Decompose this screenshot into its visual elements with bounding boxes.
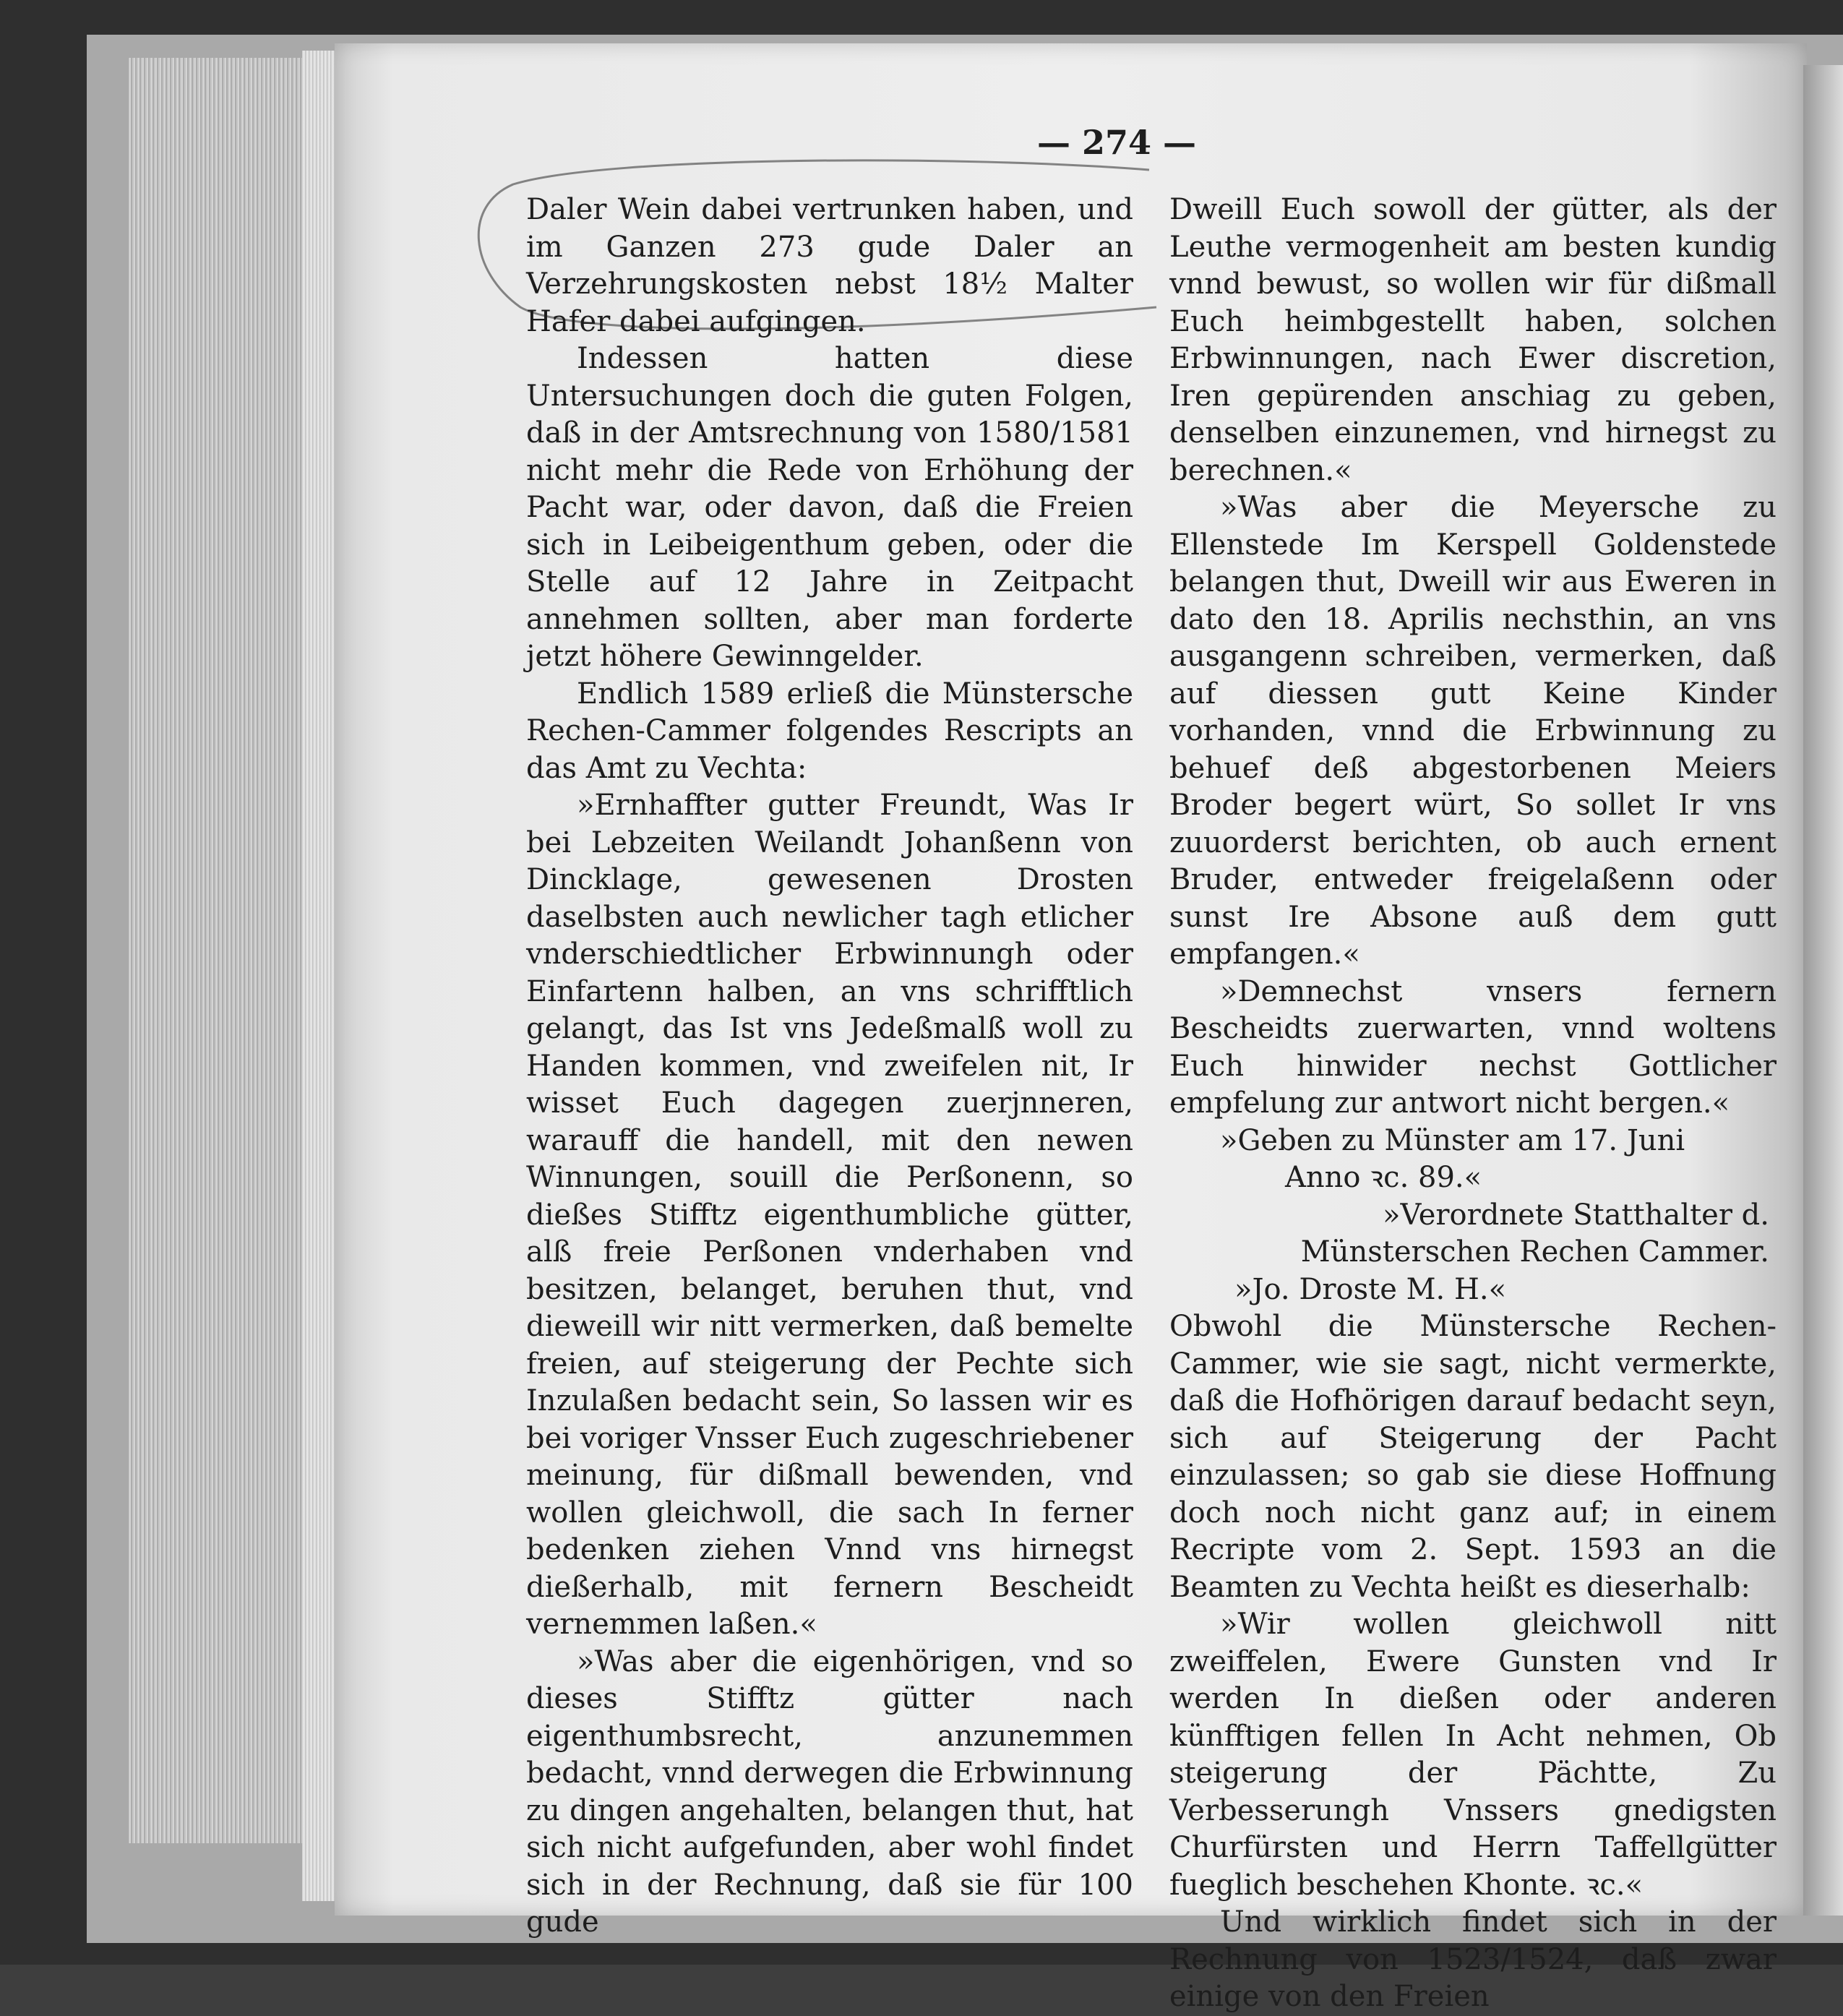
paragraph: Indessen hatten diese Untersuchungen doch die guten Folgen, daß in der Amtsrechnung von 1580/1581 nicht mehr die Rede von Erhöhung der Pacht war, oder davon, daß die Freien sich in Leibeigenthum geben, oder die Stelle auf 12 Jahre in Zeitpacht annehmen sollten, aber man forderte jetzt höhere Gewinngelder. xyxy=(526,342,1133,673)
paragraph: Obwohl die Münstersche Rechen-Cammer, wie sie sagt, nicht vermerkte, daß die Hofhörigen darauf bedacht seyn, sich auf Steigerung der Pacht einzulassen; so gab sie diese Hoffnung doch noch nicht ganz auf; in einem Recripte vom 2. Sept. 1593 an die Beamten zu Vechta heißt es dieserhalb: xyxy=(1169,1310,1777,1604)
paragraph: »Ernhaffter gutter Freundt, Was Ir bei Lebzeiten Weilandt Johanßenn von Dincklage, gewesenen Drosten daselbsten auch newlicher tagh etlicher vnderschiedtlicher Erbwinnungh oder Einfartenn halben, an vns schrifftlich gelangt, das Ist vns Jedeßmalß woll zu Handen kommen, vnd zweifelen nit, Ir wisset Euch dagegen zuerjnneren, warauff die handell, mit den newen Winnungen, souill die Perßonenn, so dießes Stifftz eigenthumbliche gütter, alß freie Perßonen vnderhaben vnd besitzen, belanget, beruhen thut, vnd dieweill wir nitt vermerken, daß bemelte freien, auf steigerung der Pechte sich Inzulaßen bedacht sein, So lassen wir es bei voriger Vnsser Euch zugeschriebener meinung, für dißmall bewenden, vnd wollen gleichwoll, die sach In ferner bedenken ziehen Vnnd vns hirnegst dießerhalb, mit fernern Bescheidt vernemmen laßen.« xyxy=(526,789,1133,1641)
paragraph: »Jo. Droste M. H.« xyxy=(1234,1272,1507,1306)
paragraph: »Was aber die eigenhörigen, vnd so dieses Stifftz gütter nach eigenthumbsrecht, anzunemmen bedacht, vnnd derwegen die Erbwinnung zu dingen angehalten, belangen thut, hat sich nicht aufgefunden, aber wohl findet sich in der Rechnung, daß sie für 100 gude xyxy=(526,1644,1133,1939)
facing-page-edge xyxy=(1803,65,1843,1916)
paragraph: Daler Wein dabei vertrunken haben, und im Ganzen 273 gude Daler an Verzehrungskosten nebst 18½ Malter Hafer dabei aufgingen. xyxy=(526,193,1133,338)
page-block-edge xyxy=(129,58,304,1843)
paragraph: Dweill Euch sowoll der gütter, als der Leuthe vermogenheit am besten kundig vnnd bewust, so wollen wir für dißmall Euch heimbgestellt haben, solchen Erbwinnungen, nach Ewer discretion, Iren gepürenden anschiag zu geben, denselben einzunemen, vnd hirnegst zu berechnen.« xyxy=(1169,193,1777,487)
paragraph: Endlich 1589 erließ die Münstersche Rechen-Cammer folgendes Rescripts an das Amt zu Vechta: xyxy=(526,677,1133,785)
left-text-column xyxy=(526,192,1133,1942)
page-block-edge-inner xyxy=(302,51,335,1901)
paragraph: »Was aber die Meyersche zu Ellenstede Im Kerspell Goldenstede belangen thut, Dweill wir aus Eweren in dato den 18. Aprilis nechsthin, an vns ausgangenn schreiben, vermerken, daß auf diessen gutt Keine Kinder vorhanden, vnnd die Erbwinnung zu behuef deß abgestorbenen Meiers Broder begert würt, So sollet Ir vns zuuorderst berichten, ob auch ernent Bruder, entweder freigelaßenn oder sunst Ire Absone auß dem gutt empfangen.« xyxy=(1169,491,1777,971)
paragraph: »Geben zu Münster am 17. Juni xyxy=(1220,1123,1685,1157)
paragraph: Und wirklich findet sich in der Rechnung von 1523/1524, daß zwar einige von den Freien xyxy=(1169,1905,1777,2013)
paragraph: »Wir wollen gleichwoll nitt zweiffelen, Ewere Gunsten vnd Ir werden In dießen oder anderen künfftigen fellen In Acht nehmen, Ob steigerung der Pächtte, Zu Verbesserungh Vnssers gnedigsten Churfürsten und Herrn Taffellgütter fueglich beschehen Khonte. ꝛc.« xyxy=(1169,1608,1777,1902)
page-number: — 274 — xyxy=(1036,123,1197,162)
right-text-column xyxy=(1169,192,1777,2016)
paragraph: »Demnechst vnsers fernern Bescheidts zuerwarten, vnnd woltens Euch hinwider nechst Gottlicher empfelung zur antwort nicht bergen.« xyxy=(1169,974,1777,1120)
paragraph: Anno ꝛc. 89.« xyxy=(1285,1161,1482,1194)
paragraph: »Verordnete Statthalter d. Münsterschen Rechen Cammer. xyxy=(1300,1198,1769,1269)
